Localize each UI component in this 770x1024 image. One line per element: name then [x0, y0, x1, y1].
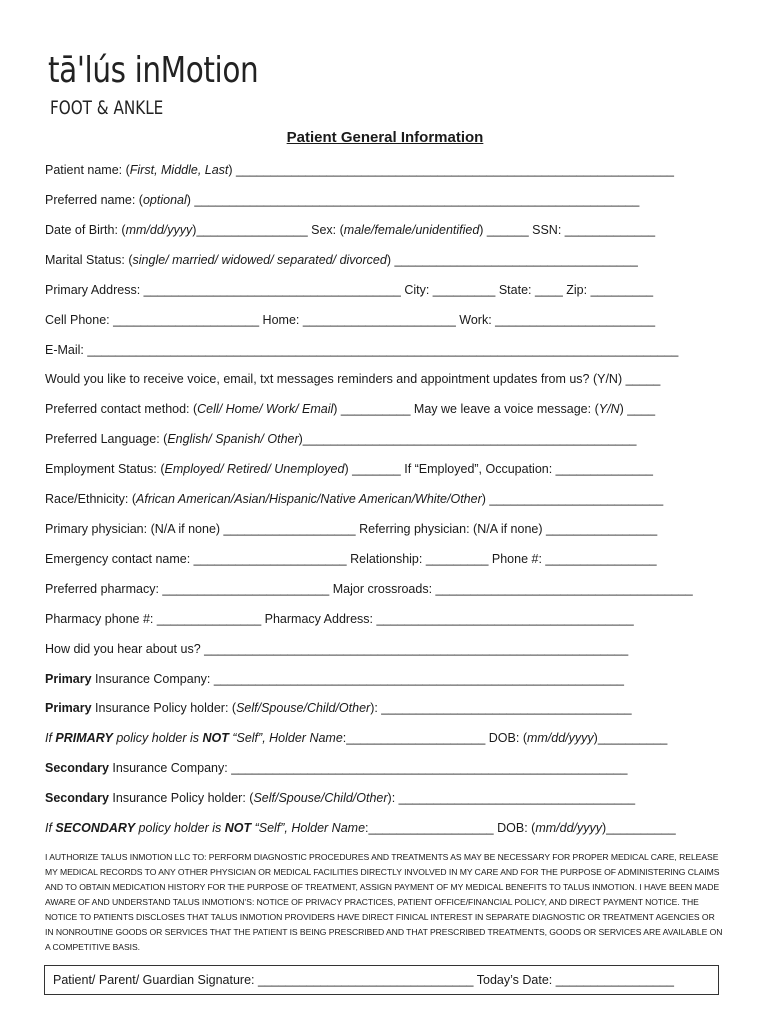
hint: Employed/ Retired/ Unemployed [164, 462, 345, 476]
label: )________________ Sex: ( [192, 223, 344, 237]
field-preferred-name[interactable] [45, 192, 705, 208]
hint-emphasis: PRIMARY [55, 731, 113, 745]
blank: ): __________________________________ [387, 791, 636, 805]
hint: First, Middle, Last [129, 163, 229, 177]
hint-emphasis: NOT [202, 731, 229, 745]
blank: ) _______ If “Employed”, Occupation: ______________ [344, 462, 654, 476]
authorization-disclaimer: I AUTHORIZE TALUS INMOTION LLC TO: PERFORM DIAGNOSTIC PROCEDURES AND TREATMENTS AS MAY BE NECESSARY FOR PROPER MEDICAL CARE, RELEASE MY MEDICAL RECORDS TO ANY OTHER PHYSICIAN OR MEDICAL FACILITIES DIRECTLY INVOLVED IN MY CARE AND FOR THE PURPOSE OF ADMINISTERING CLAIMS AND TO OBTAIN MEDICATION HISTORY FOR THE PURPOSE OF TREATMENT, ASSIGN PAYMENT OF MY MEDICAL BENEFITS TO TALUS INMOTION. I HAVE BEEN MADE AWARE OF AND UNDERSTAND TALUS INMOTION’S: NOTICE OF PRIVACY PRACTICES, PATIENT OFFICE/FINANCIAL POLICY, AND DIRECT PAYMENT NOTICE. THE NOTICE TO PATIENTS DISCLOSES THAT TALUS INMOTION PROVIDERS HAVE DIRECT FINICAL INTEREST IN SEPARATE DIAGNOSTIC OR TREATMENT AGENCIES OR IN NONROUTINE GOODS OR SERVICES THAT THE PATIENT IS BEING PRESCRIBED AND THAT PRESCRIBED TREATMENTS, GOODS OR SERVICES ARE AVAILABLE ON A COMPETITIVE BASIS. [45, 852, 723, 952]
label-emphasis: Primary [45, 672, 92, 686]
label: Preferred Language: ( [45, 432, 168, 446]
label: Patient name: ( [45, 163, 130, 177]
field-physician[interactable]: Primary physician: (N/A if none) ___________________ Referring physician: (N/A if none) ________________ [45, 522, 658, 536]
label: ) __________ May we leave a voice message: ( [333, 402, 599, 416]
signature-box[interactable]: Patient/ Parent/ Guardian Signature: _______________________________ Today’s Date: _________________ [44, 965, 719, 995]
hint: Self/Spouse/Child/Other [236, 701, 371, 715]
label-emphasis: Secondary [45, 791, 109, 805]
field-phones[interactable]: Cell Phone: _____________________ Home: ______________________ Work: _______________________ [45, 313, 656, 327]
hint: If [45, 821, 56, 835]
hint: English/ Spanish/ Other [167, 432, 299, 446]
label: Preferred name: ( [45, 193, 143, 207]
label-emphasis: Secondary [45, 761, 109, 775]
field-referral-source[interactable]: How did you hear about us? _____________________________________________________________ [45, 642, 629, 656]
field-dob-sex-ssn[interactable] [45, 222, 705, 238]
blank: ) ______ SSN: _____________ [479, 223, 656, 237]
label: Insurance Policy holder: ( [108, 791, 254, 805]
hint: male/female/unidentified [343, 223, 480, 237]
blank: ) ________________________________________________________________ [186, 193, 640, 207]
blank: ): ____________________________________ [370, 701, 632, 715]
blank: ) _________________________ [481, 492, 664, 506]
logo-tagline: FOOT & ANKLE [50, 97, 164, 119]
field-emergency-contact[interactable]: Emergency contact name: ______________________ Relationship: _________ Phone #: ________________ [45, 552, 657, 566]
field-primary-holder-name[interactable] [45, 730, 705, 746]
blank: Insurance Company: ___________________________________________________________ [91, 672, 625, 686]
field-contact-method[interactable] [45, 401, 705, 417]
hint: “Self”, Holder Name [251, 821, 366, 835]
hint: mm/dd/yyyy [526, 731, 594, 745]
hint-emphasis: NOT [224, 821, 252, 835]
field-marital-status[interactable] [45, 252, 705, 268]
hint: mm/dd/yyyy [535, 821, 602, 835]
label: Race/Ethnicity: ( [45, 492, 137, 506]
field-address[interactable]: Primary Address: _____________________________________ City: _________ State: ____ Zip: _________ [45, 283, 654, 297]
field-secondary-holder-name[interactable] [45, 820, 705, 836]
label-emphasis: Primary [45, 701, 92, 715]
blank: ) _______________________________________________________________ [228, 163, 675, 177]
hint: African American/Asian/Hispanic/Native American/White/Other [136, 492, 482, 506]
field-pharmacy-phone[interactable]: Pharmacy phone #: _______________ Pharmacy Address: _____________________________________ [45, 612, 634, 626]
label: Insurance Policy holder: ( [91, 701, 237, 715]
label: Employment Status: ( [45, 462, 165, 476]
blank: :____________________ DOB: ( [342, 731, 527, 745]
logo-brand: tā'lús inMotion [48, 50, 259, 91]
field-secondary-insurance-company[interactable] [45, 760, 705, 776]
hint: mm/dd/yyyy [125, 223, 193, 237]
hint: policy holder is [112, 731, 203, 745]
label: Marital Status: ( [45, 253, 133, 267]
blank: Insurance Company: _________________________________________________________ [108, 761, 628, 775]
hint: If [45, 731, 56, 745]
field-employment[interactable] [45, 461, 705, 477]
blank: ) ____ [619, 402, 656, 416]
field-reminders[interactable]: Would you like to receive voice, email, txt messages reminders and appointment updates from us? (Y/N) _____ [45, 372, 661, 386]
blank: :__________________ DOB: ( [365, 821, 536, 835]
blank: )__________ [593, 731, 668, 745]
hint: single/ married/ widowed/ separated/ divorced [132, 253, 387, 267]
form-title: Patient General Information [286, 129, 484, 146]
label: Date of Birth: ( [45, 223, 126, 237]
field-primary-policy-holder[interactable] [45, 700, 705, 716]
field-email[interactable]: E-Mail: _____________________________________________________________________________________ [45, 343, 679, 357]
blank: )________________________________________________ [298, 432, 637, 446]
hint: policy holder is [135, 821, 225, 835]
field-patient-name[interactable] [45, 162, 705, 178]
field-secondary-policy-holder[interactable] [45, 790, 705, 806]
label: Preferred contact method: ( [45, 402, 198, 416]
field-pharmacy[interactable]: Preferred pharmacy: ________________________ Major crossroads: _____________________________________ [45, 582, 693, 596]
hint: “Self”, Holder Name [228, 731, 343, 745]
field-race-ethnicity[interactable] [45, 491, 705, 507]
field-language[interactable] [45, 431, 705, 447]
hint: Cell/ Home/ Work/ Email [197, 402, 334, 416]
blank: ) ___________________________________ [386, 253, 638, 267]
hint: Self/Spouse/Child/Other [253, 791, 388, 805]
blank: )__________ [602, 821, 676, 835]
hint: optional [142, 193, 187, 207]
hint-emphasis: SECONDARY [55, 821, 136, 835]
hint: Y/N [598, 402, 620, 416]
field-primary-insurance-company[interactable] [45, 671, 705, 687]
